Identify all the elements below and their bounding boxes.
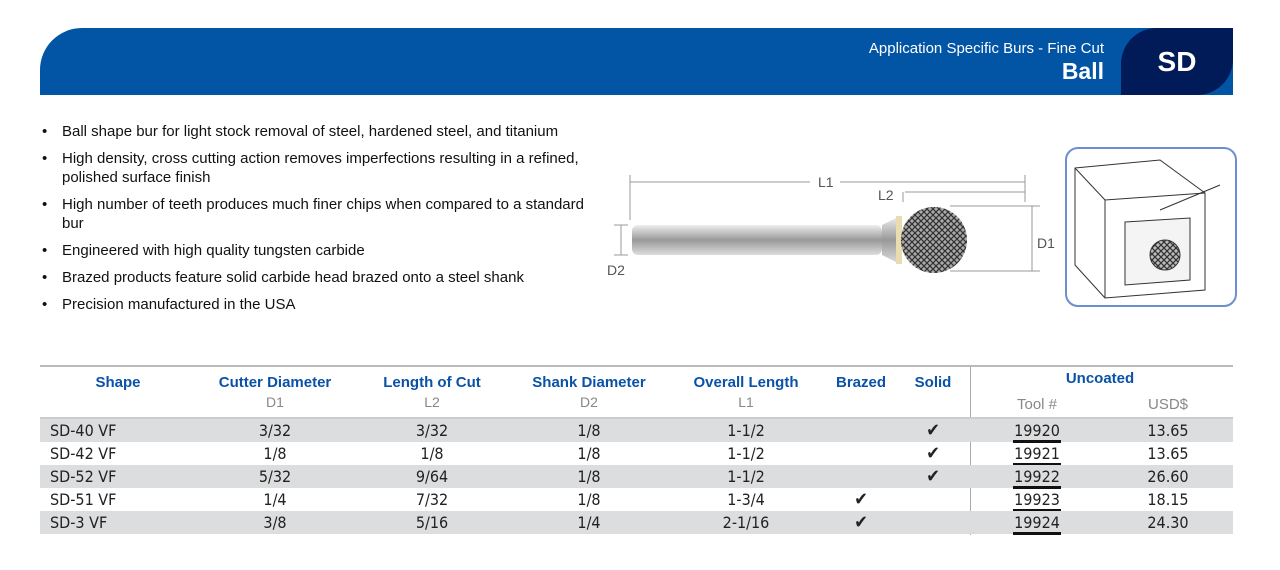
- table-header: [40, 367, 1233, 419]
- cell-d1: 5/32: [258, 467, 292, 486]
- cell-usd: 13.65: [1147, 444, 1189, 463]
- header-banner: [40, 28, 1233, 95]
- cell-tool[interactable]: 19920: [987, 421, 1087, 440]
- col-shape: Shape: [95, 374, 141, 391]
- table-row: [40, 488, 1233, 511]
- check-icon: ✔: [926, 466, 940, 487]
- bur-dimension-diagram: [600, 140, 1240, 320]
- cell-tool[interactable]: 19922: [987, 467, 1087, 486]
- cell-d2: 1/8: [577, 467, 601, 486]
- cell-d2: 1/8: [577, 421, 601, 440]
- product-title: Ball: [1061, 58, 1104, 84]
- col-overall-length: Overall Length L1: [693, 374, 799, 410]
- cell-usd: 18.15: [1147, 490, 1189, 509]
- l2-label: L2: [878, 187, 894, 203]
- cell-usd: 13.65: [1147, 421, 1189, 440]
- check-icon: ✔: [926, 443, 940, 464]
- cell-l1: 2-1/16: [722, 513, 770, 532]
- cell-d1: 1/8: [263, 444, 287, 463]
- table-row: [40, 419, 1233, 442]
- cell-l2: 7/32: [415, 490, 449, 509]
- col-usd: USD$: [1147, 396, 1188, 413]
- cell-l1: 1-1/2: [727, 421, 765, 440]
- cell-d1: 1/4: [263, 490, 287, 509]
- feature-item: • High number of teeth produces much finer chips when compared to a standard bur: [40, 195, 590, 233]
- cell-l1: 1-1/2: [727, 444, 765, 463]
- d1-label: D1: [1037, 235, 1055, 251]
- product-code-tab: SD: [1121, 28, 1233, 95]
- cell-usd: 26.60: [1147, 467, 1189, 486]
- specifications-table: [40, 365, 1233, 534]
- cell-tool[interactable]: 19921: [987, 444, 1087, 463]
- cell-l2: 1/8: [420, 444, 444, 463]
- table-row: [40, 465, 1233, 488]
- feature-list: [40, 122, 590, 322]
- table-row: [40, 442, 1233, 465]
- col-shank-diameter: Shank Diameter D2: [532, 374, 646, 410]
- cell-l1: 1-1/2: [727, 467, 765, 486]
- cell-d2: 1/8: [577, 444, 601, 463]
- category-subtitle: Application Specific Burs - Fine Cut: [868, 40, 1104, 57]
- col-group-uncoated: Uncoated: [1065, 370, 1135, 387]
- col-length-of-cut: Length of Cut L2: [383, 374, 481, 410]
- cell-d2: 1/4: [577, 513, 601, 532]
- cell-shape: SD-52 VF: [50, 467, 117, 486]
- feature-item: • Precision manufactured in the USA: [40, 295, 590, 314]
- cell-d1: 3/8: [263, 513, 287, 532]
- feature-item: • Ball shape bur for light stock removal of steel, hardened steel, and titanium: [40, 122, 590, 141]
- feature-item: • High density, cross cutting action removes imperfections resulting in a refined, polished surface finish: [40, 149, 590, 187]
- l1-label: L1: [818, 174, 834, 190]
- check-icon: ✔: [926, 420, 940, 441]
- cell-d2: 1/8: [577, 490, 601, 509]
- check-icon: ✔: [854, 489, 868, 510]
- table-row: [40, 511, 1233, 534]
- feature-item: • Engineered with high quality tungsten carbide: [40, 241, 590, 260]
- d2-label: D2: [607, 262, 625, 278]
- feature-item: • Brazed products feature solid carbide head brazed onto a steel shank: [40, 268, 590, 287]
- cell-d1: 3/32: [258, 421, 292, 440]
- cell-tool[interactable]: 19923: [987, 490, 1087, 509]
- cell-shape: SD-51 VF: [50, 490, 117, 509]
- cell-l2: 5/16: [415, 513, 449, 532]
- col-brazed: Brazed: [835, 374, 887, 391]
- col-tool-number: Tool #: [1016, 396, 1058, 413]
- cell-l1: 1-3/4: [727, 490, 765, 509]
- cell-shape: SD-40 VF: [50, 421, 117, 440]
- cell-l2: 3/32: [415, 421, 449, 440]
- check-icon: ✔: [854, 512, 868, 533]
- col-solid: Solid: [914, 374, 952, 391]
- cell-l2: 9/64: [415, 467, 449, 486]
- col-cutter-diameter: Cutter Diameter D1: [218, 374, 332, 410]
- cell-shape: SD-42 VF: [50, 444, 117, 463]
- cell-usd: 24.30: [1147, 513, 1189, 532]
- cell-tool[interactable]: 19924: [987, 513, 1087, 532]
- cell-shape: SD-3 VF: [50, 513, 108, 532]
